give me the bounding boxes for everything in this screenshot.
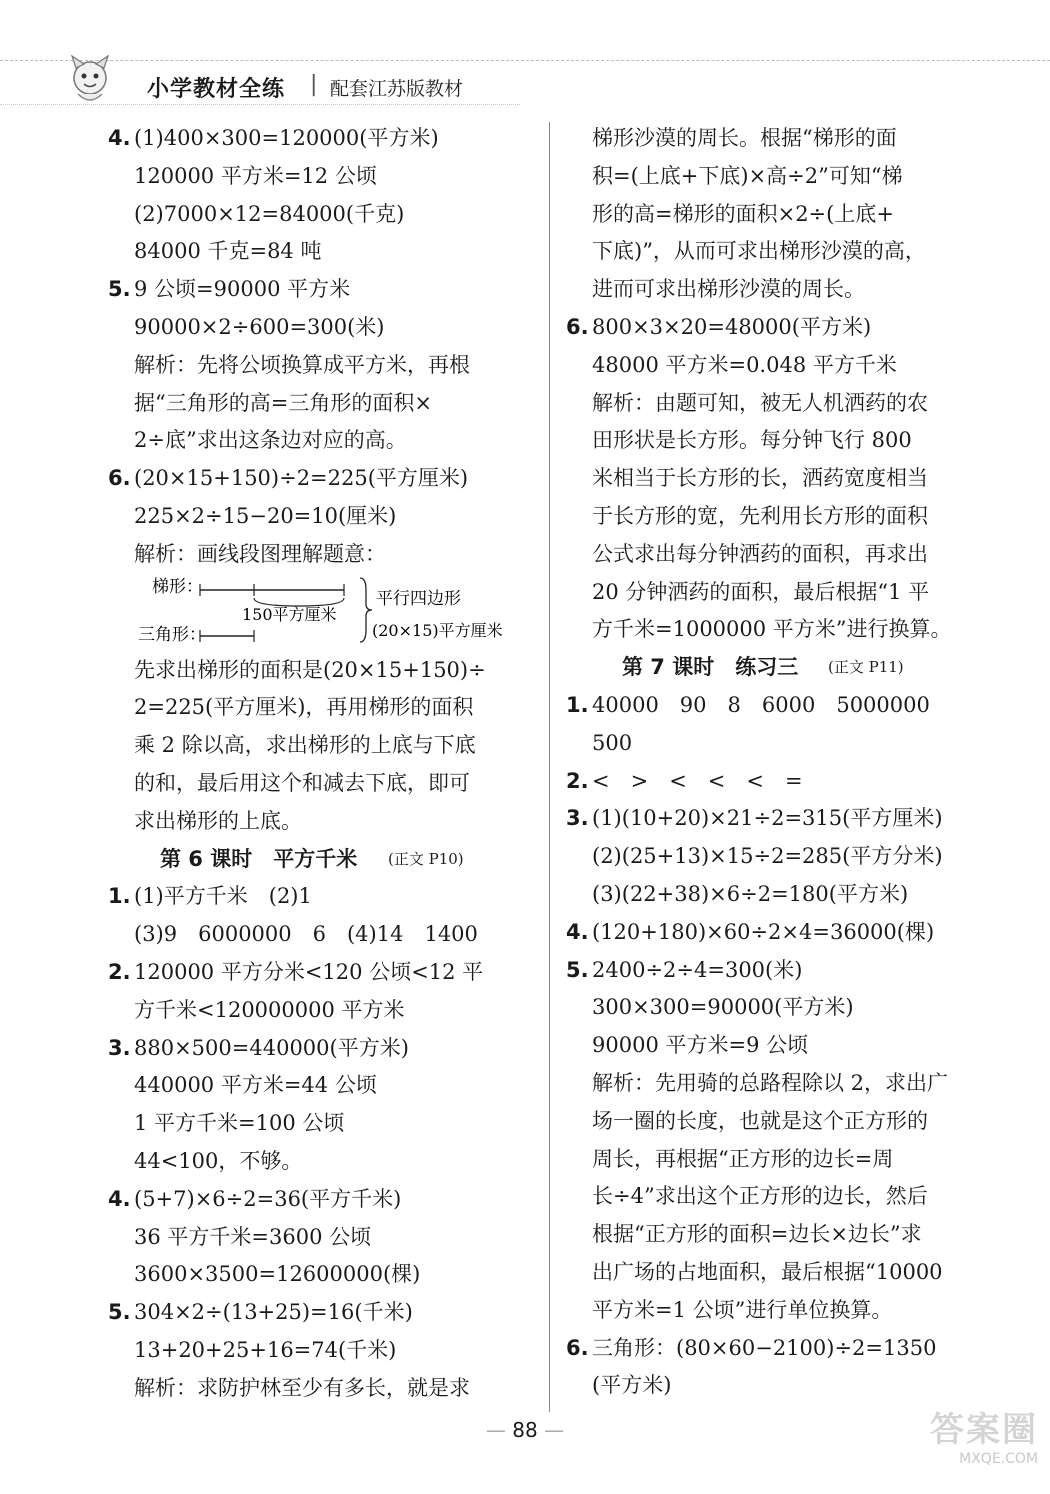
answer-text: (2)(25+13)×15÷2=285(平方分米) xyxy=(592,844,943,869)
answer-text: 40000 90 8 6000 5000000 xyxy=(592,692,930,717)
answer-text: 出广场的占地面积，最后根据“10000 xyxy=(592,1259,943,1284)
answer-line xyxy=(108,878,538,916)
question-number: 4. xyxy=(108,126,131,150)
answer-line xyxy=(108,1030,538,1068)
brand-title: 小学教材全练 xyxy=(147,77,286,102)
answer-text: 三角形：(80×60−2100)÷2=1350 xyxy=(592,1335,937,1360)
trap-label: 梯形： xyxy=(152,577,203,597)
lesson-7-title: 第 7 课时 练习三 xyxy=(622,655,799,680)
answer-line xyxy=(108,1067,538,1105)
answer-line xyxy=(108,271,538,309)
answer-text: 880×500=440000(平方米) xyxy=(134,1035,409,1060)
page-dash-right: — xyxy=(544,1418,565,1442)
question-number: 5. xyxy=(566,957,589,982)
answer-text: 90000 平方米=9 公顷 xyxy=(592,1033,809,1058)
answer-line xyxy=(108,158,538,196)
answer-text: (1)400×300=120000(平方米) xyxy=(134,126,439,150)
header-separator: | xyxy=(310,72,318,97)
answer-line xyxy=(108,916,538,954)
lesson-6-heading xyxy=(108,841,538,879)
answer-text: 梯形沙漠的周长。根据“梯形的面 xyxy=(592,126,897,150)
question-number: 6. xyxy=(108,466,131,491)
answer-text: 解析：由题可知，被无人机洒药的农 xyxy=(592,390,928,415)
watermark-bottom: MXQE.COM xyxy=(959,1451,1038,1467)
question-number: 1. xyxy=(566,692,589,717)
right-bottom-label: (20×15)平方厘米 xyxy=(372,621,503,640)
question-number: 6. xyxy=(566,1335,589,1360)
answer-line xyxy=(108,1143,538,1181)
answer-line xyxy=(566,385,1006,423)
answer-line xyxy=(566,1292,1006,1330)
explanation-text: 先求出梯形的面积是(20×15+150)÷ xyxy=(134,657,486,682)
answer-text: 形的高=梯形的面积×2÷(上底+ xyxy=(592,201,894,226)
segment-diagram xyxy=(108,570,548,650)
answer-line xyxy=(108,727,538,765)
answer-line xyxy=(108,1219,538,1257)
answer-line xyxy=(108,385,538,423)
right-column xyxy=(566,120,1006,1405)
lesson-6-ref: (正文 P10) xyxy=(388,849,464,868)
answer-text: 下底)”，从而可求出梯形沙漠的高， xyxy=(592,239,926,264)
answer-text: 3600×3500=12600000(棵) xyxy=(134,1262,421,1287)
answer-line xyxy=(108,460,538,498)
answer-line xyxy=(566,1178,1006,1216)
answer-line xyxy=(566,422,1006,460)
right-answers-part2 xyxy=(566,687,1006,1405)
answer-line xyxy=(108,1370,538,1408)
answer-text: 225×2÷15−20=10(厘米) xyxy=(134,503,397,528)
answer-text: 长÷4”求出这个正方形的边长，然后 xyxy=(592,1184,928,1209)
answer-text: 120000 平方米=12 公顷 xyxy=(134,163,377,188)
lesson-7-ref: (正文 P11) xyxy=(828,658,904,677)
answer-line xyxy=(566,989,1006,1027)
watermark-top: 答案圈 xyxy=(930,1410,1038,1450)
answer-text: 440000 平方米=44 公顷 xyxy=(134,1073,377,1098)
question-number: 3. xyxy=(108,1035,131,1060)
answer-line xyxy=(566,1103,1006,1141)
page-number-value: 88 xyxy=(512,1418,538,1442)
right-answers-part1 xyxy=(566,120,1006,649)
answer-text: < > < < < = xyxy=(592,768,803,793)
answer-text: (120+180)×60÷2×4=36000(棵) xyxy=(592,919,935,944)
page-dash-left: — xyxy=(485,1418,513,1442)
answer-text: 304×2÷(13+25)=16(千米) xyxy=(134,1300,413,1325)
explanation-text: 求出梯形的上底。 xyxy=(134,808,302,833)
answer-text: 1 平方千米=100 公顷 xyxy=(134,1111,345,1136)
answer-text: 周长，再根据“正方形的边长=周 xyxy=(592,1146,894,1171)
answer-text: (5+7)×6÷2=36(平方千米) xyxy=(134,1186,402,1211)
mid-label: 150平方厘米 xyxy=(242,605,337,624)
question-number: 4. xyxy=(566,919,589,944)
answer-line xyxy=(566,952,1006,990)
answer-text: 13+20+25+16=74(千米) xyxy=(134,1337,397,1362)
answer-text: 2÷底”求出这条边对应的高。 xyxy=(134,428,407,453)
answer-line xyxy=(566,876,1006,914)
right-top-label: 平行四边形 xyxy=(376,589,461,609)
answer-text: 平方米=1 公顷”进行单位换算。 xyxy=(592,1297,893,1322)
answer-line xyxy=(566,687,1006,725)
question-number: 3. xyxy=(566,806,589,831)
answer-text: (2)7000×12=84000(千克) xyxy=(134,201,405,226)
answer-text: 场一圈的长度，也就是这个正方形的 xyxy=(592,1108,928,1133)
answer-line xyxy=(566,1027,1006,1065)
answer-line xyxy=(108,1294,538,1332)
answer-line xyxy=(566,120,1006,158)
answer-line xyxy=(566,1065,1006,1103)
answer-line xyxy=(566,233,1006,271)
answer-line xyxy=(566,196,1006,234)
answer-line xyxy=(108,1181,538,1219)
answer-line xyxy=(566,309,1006,347)
page-header xyxy=(0,0,1050,110)
answer-text: 500 xyxy=(592,730,633,755)
answer-line xyxy=(566,763,1006,801)
left-explanation xyxy=(108,652,538,841)
answer-line xyxy=(108,1256,538,1294)
answer-text: 米相当于长方形的长，洒药宽度相当 xyxy=(592,466,928,491)
answer-line xyxy=(566,1216,1006,1254)
answer-text: 48000 平方米=0.048 平方千米 xyxy=(592,352,897,377)
lesson-6-title: 第 6 课时 平方千米 xyxy=(160,846,358,871)
answer-line xyxy=(566,611,1006,649)
answer-text: 方千米<120000000 平方米 xyxy=(134,997,405,1022)
answer-line xyxy=(566,1367,1006,1405)
answer-line xyxy=(566,1330,1006,1368)
column-divider xyxy=(549,122,550,1412)
answer-text: 44<100，不够。 xyxy=(134,1148,303,1173)
answer-text: 解析：先用骑的总路程除以 2，求出广 xyxy=(592,1070,949,1095)
tri-label: 三角形： xyxy=(138,625,206,645)
answer-line xyxy=(108,120,538,158)
lesson-7-heading xyxy=(566,649,1006,687)
answer-text: 800×3×20=48000(平方米) xyxy=(592,314,872,339)
answer-text: (3)9 6000000 6 (4)14 1400 xyxy=(134,922,478,947)
answer-line xyxy=(108,536,538,574)
right-brace xyxy=(360,578,372,642)
answer-text: 36 平方千米=3600 公顷 xyxy=(134,1224,372,1249)
answer-text: 解析：画线段图理解题意： xyxy=(134,541,386,566)
question-number: 4. xyxy=(108,1186,131,1211)
mascot-icon xyxy=(62,52,118,108)
answer-text: (平方米) xyxy=(592,1373,672,1398)
answer-line xyxy=(108,422,538,460)
answer-line xyxy=(566,347,1006,385)
answer-line xyxy=(566,1254,1006,1292)
answer-line xyxy=(108,498,538,536)
explanation-text: 的和，最后用这个和减去下底，即可 xyxy=(134,770,470,795)
question-number: 2. xyxy=(108,959,131,984)
question-number: 5. xyxy=(108,1300,131,1325)
answer-line xyxy=(108,309,538,347)
watermark xyxy=(930,1402,1038,1467)
answer-text: 积=(上底+下底)×高÷2”可知“梯 xyxy=(592,163,903,188)
answer-text: 公式求出每分钟洒药的面积，再求出 xyxy=(592,541,928,566)
explanation-text: 2=225(平方厘米)，再用梯形的面积 xyxy=(134,695,474,720)
question-number: 1. xyxy=(108,884,131,909)
answer-line xyxy=(566,271,1006,309)
answer-line xyxy=(108,765,538,803)
answer-line xyxy=(566,914,1006,952)
answer-text: 300×300=90000(平方米) xyxy=(592,995,854,1020)
answer-line xyxy=(566,574,1006,612)
answer-text: (20×15+150)÷2=225(平方厘米) xyxy=(134,466,469,491)
left-answers-part1 xyxy=(108,120,538,574)
answer-line xyxy=(108,689,538,727)
answer-text: (1)平方千米 (2)1 xyxy=(134,884,312,909)
answer-line xyxy=(108,1105,538,1143)
answer-text: 于长方形的宽，先利用长方形的面积 xyxy=(592,503,928,528)
answer-text: 田形状是长方形。每分钟飞行 800 xyxy=(592,428,912,453)
answer-line xyxy=(108,803,538,841)
answer-text: 9 公顷=90000 平方米 xyxy=(134,277,351,302)
answer-line xyxy=(108,347,538,385)
answer-line xyxy=(566,838,1006,876)
header-rule xyxy=(0,60,1050,61)
answer-text: 120000 平方分米<120 公顷<12 平 xyxy=(134,959,484,984)
page-number xyxy=(0,1418,1050,1442)
answer-line xyxy=(108,1332,538,1370)
answer-line xyxy=(566,725,1006,763)
answer-line xyxy=(108,233,538,271)
answer-text: 方千米=1000000 平方米”进行换算。 xyxy=(592,617,952,642)
answer-text: 解析：先将公顷换算成平方米，再根 xyxy=(134,352,470,377)
question-number: 6. xyxy=(566,314,589,339)
answer-line xyxy=(108,196,538,234)
answer-line xyxy=(566,800,1006,838)
answer-line xyxy=(566,1141,1006,1179)
answer-text: 2400÷2÷4=300(米) xyxy=(592,957,803,982)
question-number: 5. xyxy=(108,277,131,302)
answer-text: 84000 千克=84 吨 xyxy=(134,239,322,264)
header-subtitle: 配套江苏版教材 xyxy=(330,78,464,100)
answer-text: (1)(10+20)×21÷2=315(平方厘米) xyxy=(592,806,943,831)
answer-text: 进而可求出梯形沙漠的周长。 xyxy=(592,277,865,302)
answer-line xyxy=(108,992,538,1030)
answer-text: 据“三角形的高=三角形的面积× xyxy=(134,390,432,415)
answer-text: 20 分钟洒药的面积，最后根据“1 平 xyxy=(592,579,930,604)
answer-text: (3)(22+38)×6÷2=180(平方米) xyxy=(592,881,909,906)
answer-line xyxy=(566,498,1006,536)
answer-line xyxy=(566,158,1006,196)
answer-line xyxy=(108,652,538,690)
answer-text: 90000×2÷600=300(米) xyxy=(134,314,385,339)
question-number: 2. xyxy=(566,768,589,793)
left-answers-part2 xyxy=(108,878,538,1407)
answer-line xyxy=(566,536,1006,574)
answer-text: 解析：求防护林至少有多长，就是求 xyxy=(134,1375,470,1400)
answer-text: 根据“正方形的面积=边长×边长”求 xyxy=(592,1222,922,1247)
explanation-text: 乘 2 除以高，求出梯形的上底与下底 xyxy=(134,733,476,758)
answer-line xyxy=(566,460,1006,498)
answer-line xyxy=(108,954,538,992)
left-column xyxy=(108,120,538,1408)
